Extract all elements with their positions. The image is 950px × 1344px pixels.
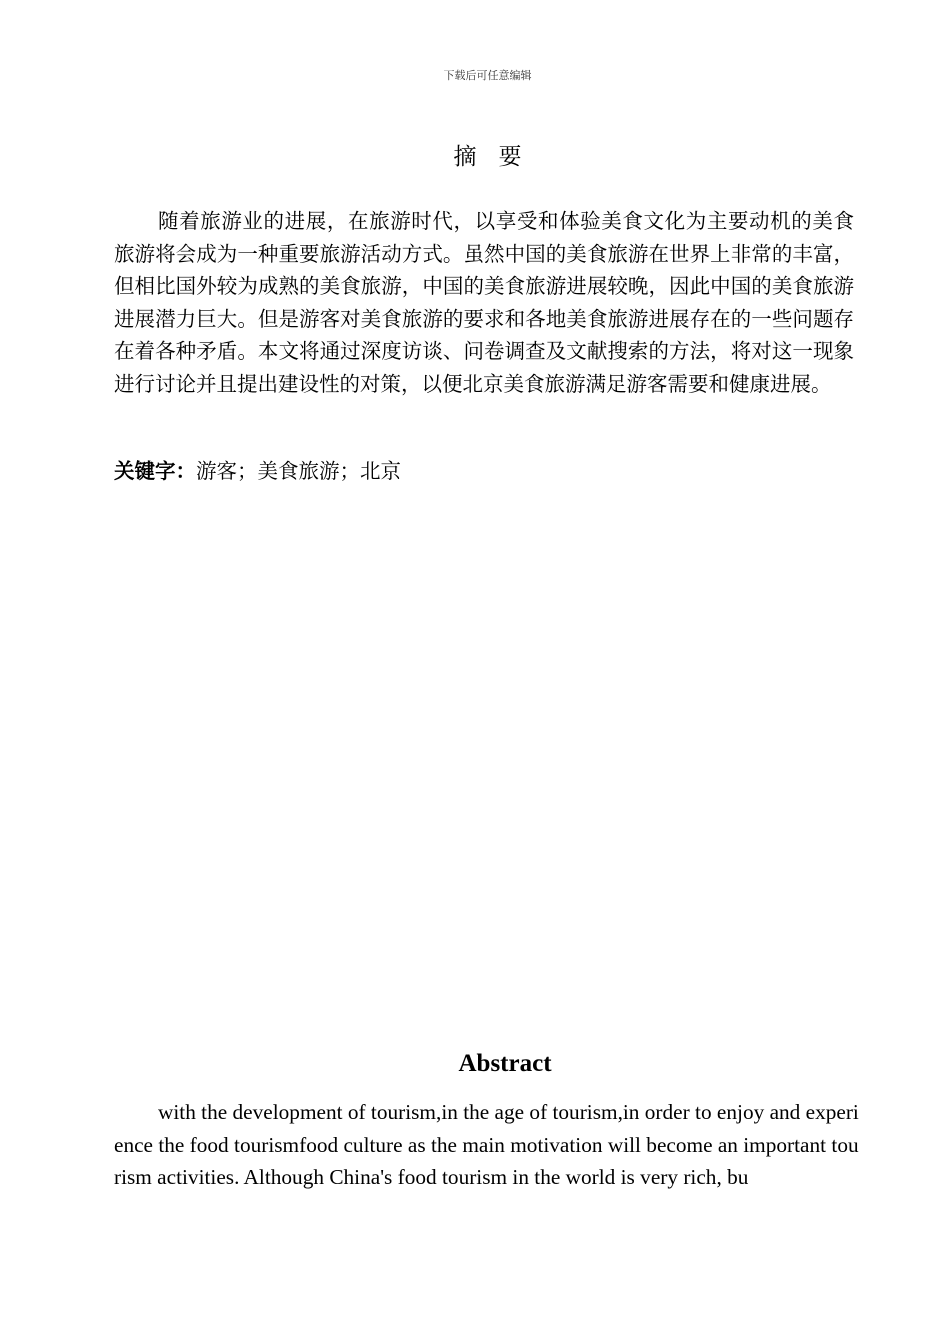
keywords-line xyxy=(114,455,854,487)
header-note: 下载后可任意编辑 xyxy=(443,69,532,82)
keywords-value: 游客；美食旅游；北京 xyxy=(196,459,401,483)
chinese-abstract-body: 随着旅游业的进展，在旅游时代，以享受和体验美食文化为主要动机的美食旅游将会成为一种重要旅游活动方式。虽然中国的美食旅游在世界上非常的丰富，但相比国外较为成熟的美食旅游，中国的美食旅游进展较晚，因此中国的美食旅游进展潜力巨大。但是游客对美食旅游的要求和各地美食旅游进展存在的一些问题存在着各种矛盾。本文将通过深度访谈、问卷调查及文献搜索的方法，将对这一现象进行讨论并且提出建设性的对策，以便北京美食旅游满足游客需要和健康进展。 xyxy=(114,209,854,396)
keywords-label: 关键字： xyxy=(114,459,196,483)
english-abstract-body: with the development of tourism,in the age of tourism,in order to enjoy and experience the food tourismfood culture as the main motivation will become an important tourism activities. Although China's food tourism in the world is very rich, bu xyxy=(114,1100,859,1189)
english-abstract-title: Abstract xyxy=(458,1050,552,1077)
chinese-abstract-title: 摘要 xyxy=(453,144,544,170)
